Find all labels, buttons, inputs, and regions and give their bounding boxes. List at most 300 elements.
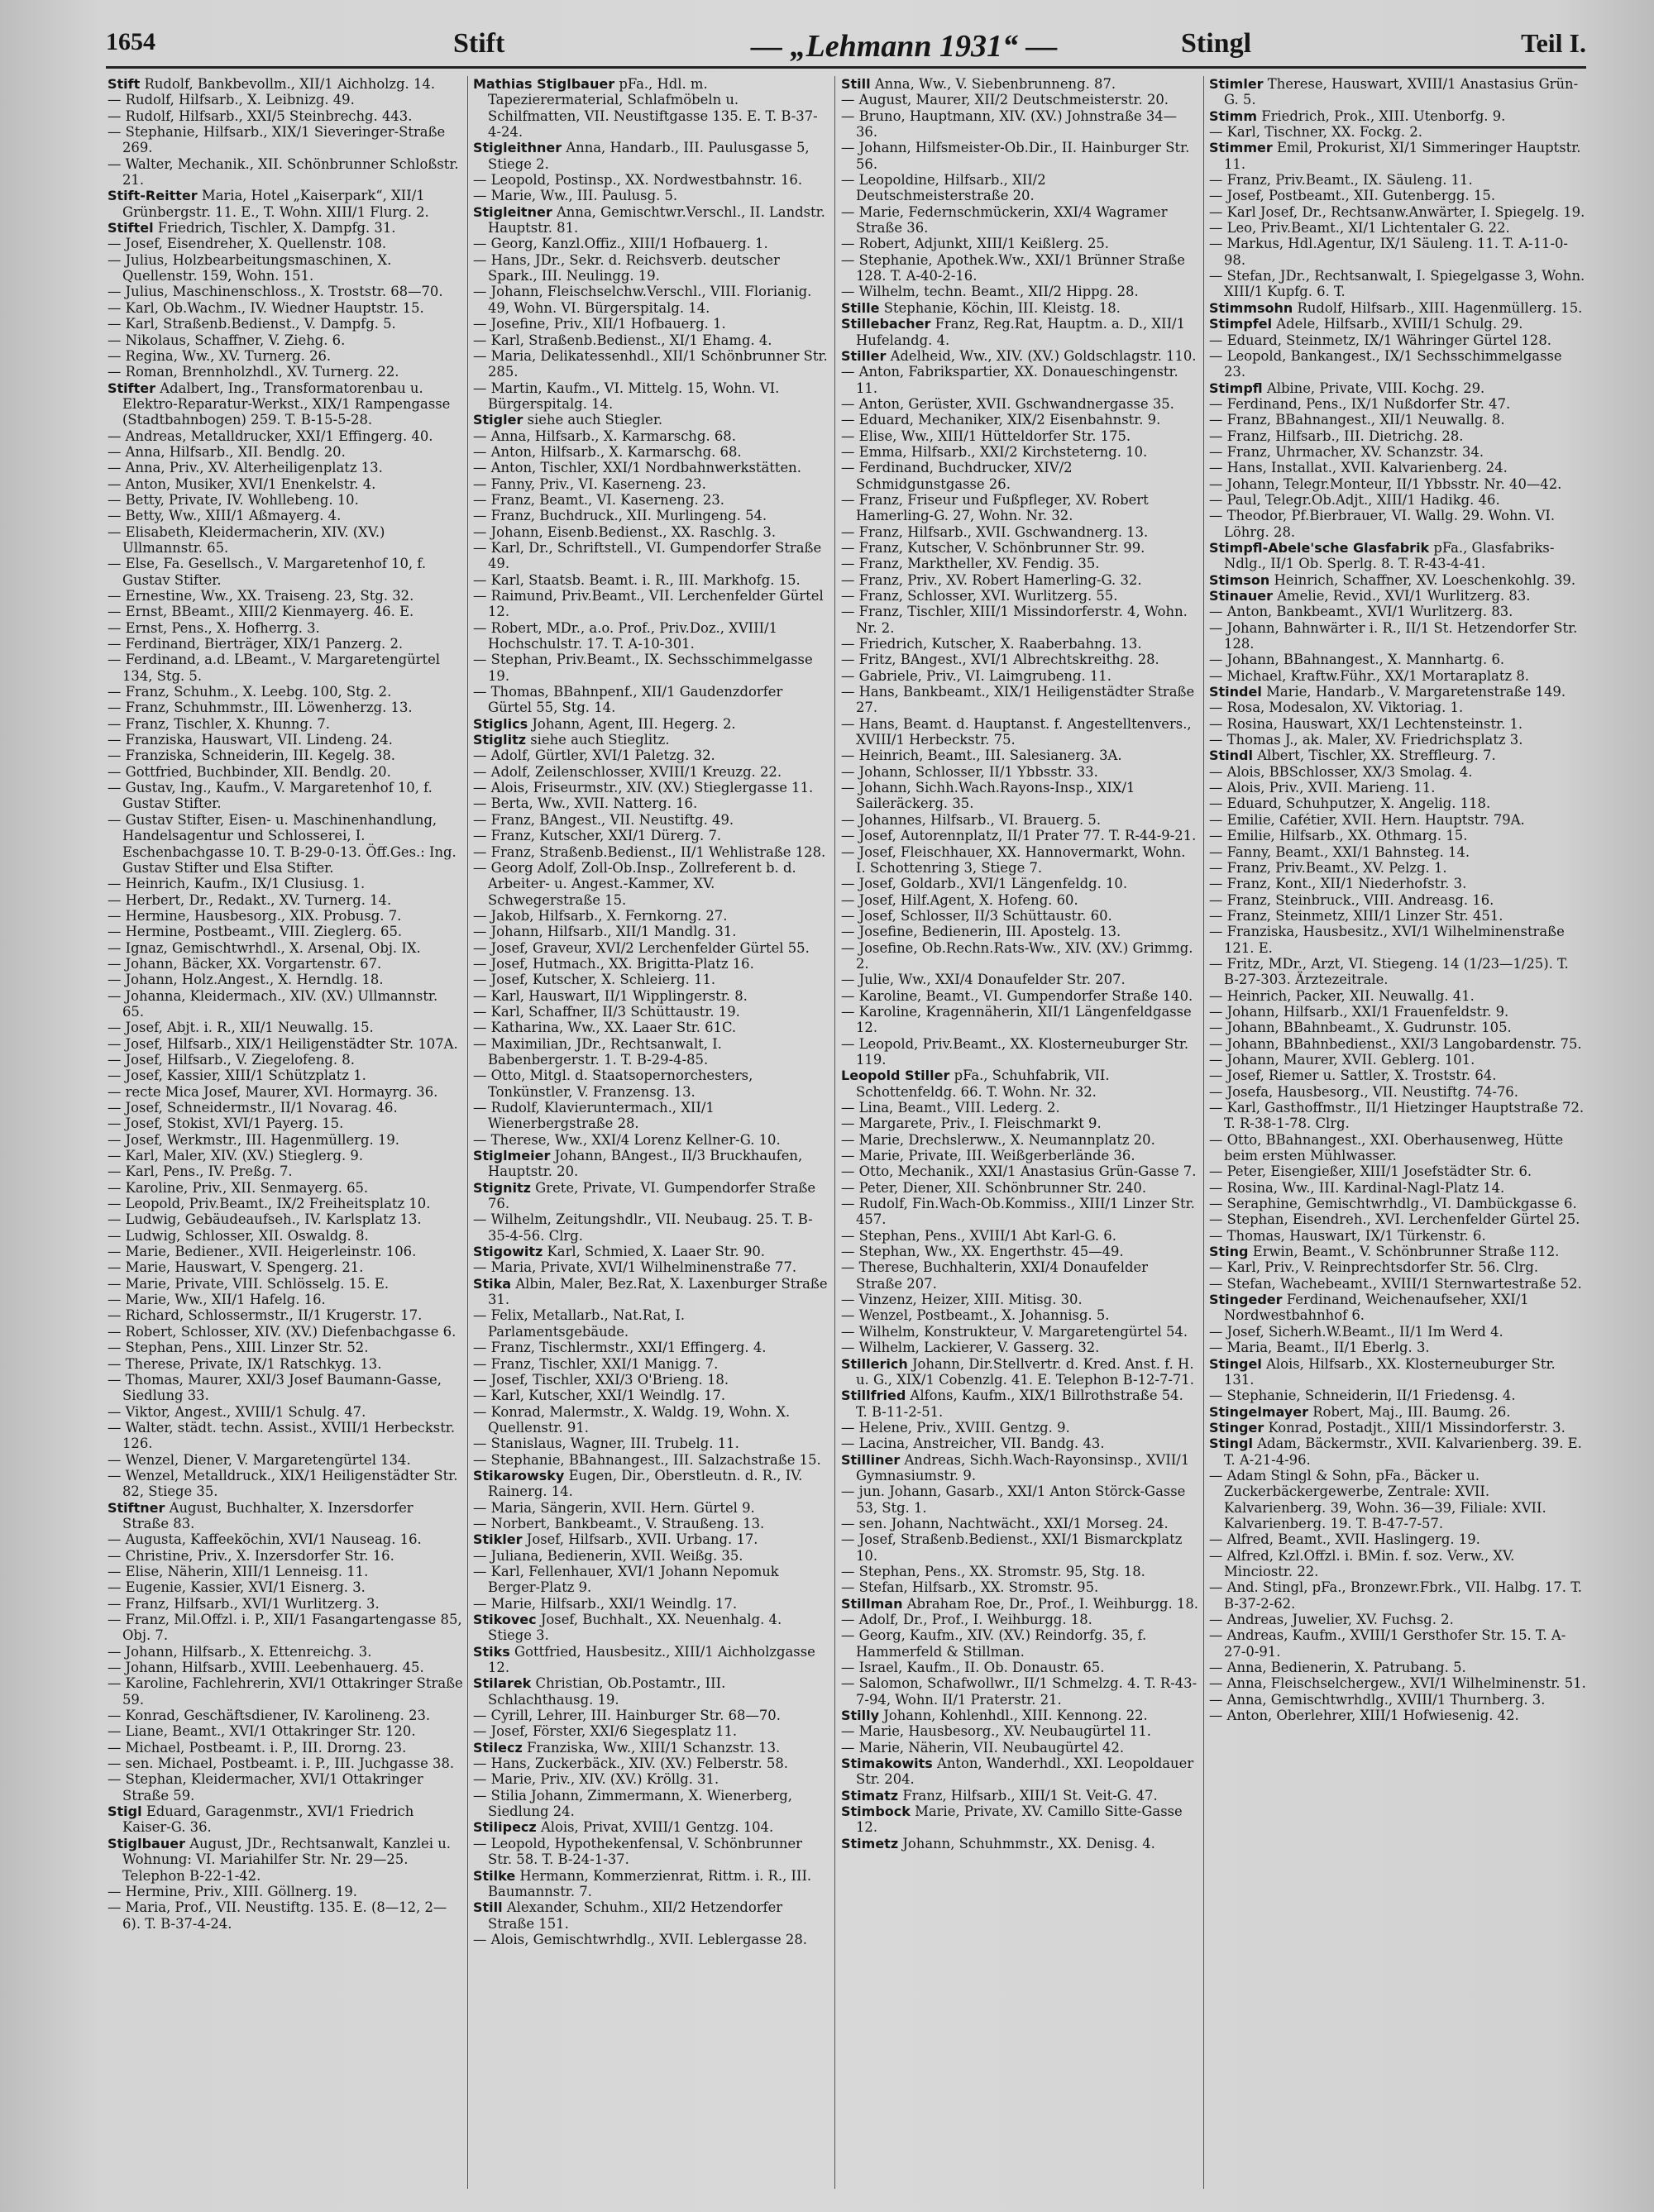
entry-details: — Johann, Fleischselchw.Verschl., VIII. Florianig. 49, Wohn. VI. Bürgerspitalg. 14. [473, 284, 812, 316]
entry-surname: Stimm [1209, 107, 1257, 124]
entry-details: — Stephanie, Hilfsarb., XIX/1 Sieveringer-Straße 269. [108, 124, 446, 156]
directory-entry [473, 1307, 829, 1340]
directory-entry [1209, 508, 1586, 540]
entry-details: — Theodor, Pf.Bierbrauer, VI. Wallg. 29. Wohn. VI. Löhrg. 28. [1209, 508, 1556, 540]
entry-details: Josef, Hilfsarb., XVII. Urbang. 17. [526, 1531, 758, 1548]
entry-details: — Josef, Fleischhauer, XX. Hannovermarkt, Wohn. I. Schottenring 3, Stiege 7. [841, 843, 1186, 876]
directory-entry [108, 508, 463, 523]
directory-entry [841, 1420, 1198, 1436]
directory-entry [841, 524, 1198, 540]
directory-entry [1209, 1468, 1586, 1531]
entry-details: — Karl, Kutscher, XXI/1 Weindlg. 17. [473, 1388, 726, 1404]
entry-details: — Alois, BBSchlosser, XX/3 Smolag. 4. [1209, 763, 1473, 780]
directory-entry [1209, 828, 1586, 843]
entry-details: — Hermine, Postbeamt., VIII. Zieglerg. 65. [108, 924, 403, 940]
directory-entry [1209, 732, 1586, 748]
column-divider [467, 76, 468, 2189]
entry-details: — Christine, Priv., X. Inzersdorfer Str. 16. [108, 1547, 394, 1564]
entry-details: — Leopold, Priv.Beamt., XX. Klosterneuburger Str. 119. [841, 1035, 1189, 1068]
entry-details: Anna, Ww., V. Siebenbrunneng. 87. [874, 76, 1116, 92]
directory-entry [1209, 1180, 1586, 1196]
entry-details: — Robert, MDr., a.o. Prof., Priv.Doz., XVIII/1 Hochschulstr. 17. T. A-10-301. [473, 619, 778, 652]
entry-details: — Konrad, Malermstr., X. Waldg. 19, Wohn. X. Quellenstr. 91. [473, 1403, 791, 1436]
entry-details: — Georg Adolf, Zoll-Ob.Insp., Zollreferent b. d. Arbeiter- u. Angest.-Kammer, XV. Schwegerstraße 15. [473, 859, 796, 908]
directory-entry [473, 1004, 829, 1020]
entry-details: — Franz, Schuhm., X. Leebg. 100, Stg. 2. [108, 684, 392, 700]
entry-details: — Anton, Gerüster, XVII. Gschwandnergasse 35. [841, 395, 1174, 412]
entry-details: — Marie, Ww., III. Paulusg. 5. [473, 188, 678, 204]
directory-entry [841, 1340, 1198, 1355]
entry-details: Josef, Buchhalt., XX. Neuenhalg. 4. Stiege 3. [488, 1612, 782, 1644]
directory-entry [841, 652, 1198, 667]
directory-entry [473, 1436, 829, 1451]
entry-details: pFa., Glasfabriks-Ndlg., II/1 Ob. Sperlg. 8. T. R-43-4-41. [1224, 539, 1555, 572]
entry-details: — Franz, Tischlermstr., XXI/1 Effingerg. 4. [473, 1340, 767, 1356]
entry-details: Adam, Bäckermstr., XVII. Kalvarienberg. 39. E. T. A-21-4-96. [1224, 1436, 1582, 1468]
entry-details: — Heinrich, Beamt., III. Salesianerg. 3A. [841, 748, 1122, 764]
directory-entry [841, 1036, 1198, 1068]
entry-details: — jun. Johann, Gasarb., XXI/1 Anton Störck-Gasse 53, Stg. 1. [841, 1483, 1186, 1516]
directory-entry [108, 348, 463, 364]
directory-entry [108, 604, 463, 619]
entry-details: — Wenzel, Diener, V. Margaretengürtel 134. [108, 1451, 411, 1468]
entry-details: — Ferdinand, Pens., IX/1 Nußdorfer Str. 47. [1209, 395, 1511, 412]
entry-details: — Eduard, Schuhputzer, X. Angelig. 118. [1209, 795, 1491, 812]
entry-details: Rudolf, Hilfsarb., XIII. Hagenmüllerg. 15. [1297, 299, 1583, 316]
directory-entry [841, 492, 1198, 524]
directory-entry [841, 1068, 1198, 1100]
directory-entry [108, 1307, 463, 1323]
entry-surname: Stift-Reitter [108, 188, 198, 204]
entry-details: — Leopold, Hypothekenfensal, V. Schönbrunner Str. 58. T. B-24-1-37. [473, 1835, 802, 1868]
directory-entry [841, 876, 1198, 891]
entry-details: — Stephan, Pens., XVIII/1 Abt Karl-G. 6. [841, 1227, 1116, 1244]
entry-details: siehe auch Stiegler. [527, 412, 663, 428]
entry-details: — Hermine, Priv., XIII. Göllnerg. 19. [108, 1883, 357, 1899]
entry-details: — Gustav, Ing., Kaufm., V. Margaretenhof 10, f. Gustav Stifter. [108, 780, 433, 812]
entry-details: Adelheid, Ww., XIV. (XV.) Goldschlagstr. 110. [890, 347, 1197, 364]
entry-details: — Lacina, Anstreicher, VII. Bandg. 43. [841, 1436, 1105, 1452]
entry-details: — Peter, Eisengießer, XIII/1 Josefstädter Str. 6. [1209, 1163, 1532, 1180]
directory-entry [841, 572, 1198, 588]
entry-surname: Stiller [841, 347, 887, 364]
entry-details: — Alfred, Kzl.Offzl. i. BMin. f. soz. Verw., XV. Minciostr. 22. [1209, 1547, 1515, 1579]
entry-details: — Anton, Bankbeamt., XVI/1 Wurlitzerg. 83. [1209, 604, 1513, 620]
entry-details: — Franz, Schlosser, XVI. Wurlitzerg. 55. [841, 588, 1118, 604]
entry-details: — Stephanie, Schneiderin, II/1 Friedensg. 4. [1209, 1388, 1516, 1404]
entry-details: — Josef, Schlosser, II/3 Schüttaustr. 60. [841, 907, 1112, 924]
entry-details: pFa., Hdl. m. Tapezierermaterial, Schlafmöbeln u. Schilfmatten, VII. Neustiftgasse 135. E. T. B-37-4-24. [488, 76, 818, 141]
entry-details: — Karoline, Beamt., VI. Gumpendorfer Straße 140. [841, 987, 1193, 1004]
entry-surname: Stimakowits [841, 1756, 933, 1772]
entry-details: — Georg, Kanzl.Offiz., XIII/1 Hofbauerg. 1. [473, 236, 768, 252]
entry-details: — Franz, Beamt., VI. Kaserneng. 23. [473, 491, 724, 508]
entry-details: — Franz, Buchdruck., XII. Murlingeng. 54. [473, 508, 767, 524]
entry-details: — Betty, Private, IV. Wohllebeng. 10. [108, 491, 359, 508]
directory-entry [108, 716, 463, 732]
entry-details: — Stephan, Ww., XX. Engerthstr. 45—49. [841, 1244, 1124, 1260]
entry-details: — Maria, Sängerin, XVII. Hern. Gürtel 9. [473, 1499, 755, 1516]
entry-details: — Elise, Ww., XIII/1 Hütteldorfer Str. 175. [841, 428, 1131, 444]
directory-entry [108, 220, 463, 236]
entry-details: August, JDr., Rechtsanwalt, Kanzlei u. Wohnung: VI. Mariahilfer Str. Nr. 29—25. Telephon B-22-1-42. [122, 1835, 451, 1884]
directory-entry [473, 1244, 829, 1259]
entry-details: — Stephanie, BBahnangest., III. Salzachstraße 15. [473, 1451, 821, 1468]
entry-surname: Stiglmeier [473, 1148, 551, 1164]
directory-entry [841, 236, 1198, 251]
directory-entry [1209, 1579, 1586, 1612]
directory-entry [1209, 1276, 1586, 1292]
directory-entry [1209, 620, 1586, 652]
entry-surname: Stilipecz [473, 1819, 537, 1836]
entry-details: — Berta, Ww., XVII. Natterg. 16. [473, 795, 698, 812]
entry-details: Friedrich, Tischler, X. Dampfg. 31. [157, 220, 396, 236]
directory-entry [473, 236, 829, 251]
directory-entry [473, 780, 829, 795]
entry-details: — Franz, Marktheller, XV. Fendig. 35. [841, 556, 1100, 572]
directory-entry [473, 348, 829, 380]
entry-details: — Anna, Hilfsarb., XII. Bendlg. 20. [108, 443, 346, 460]
directory-entry [108, 1228, 463, 1244]
entry-details: — Karl, Pens., IV. Preßg. 7. [108, 1163, 293, 1180]
entry-details: — Josef, Goldarb., XVI/1 Längenfeldg. 10. [841, 876, 1128, 892]
entry-details: — Josef, Postbeamt., XII. Gutenbergg. 15. [1209, 188, 1496, 204]
directory-entry [473, 1819, 829, 1835]
entry-details: — Franz, Hilfsarb., XVI/1 Wurlitzerg. 3. [108, 1595, 380, 1612]
entry-details: — Adolf, Zeilenschlosser, XVIII/1 Kreuzg. 22. [473, 763, 782, 780]
directory-entry [841, 1516, 1198, 1531]
entry-details: — Lina, Beamt., VIII. Lederg. 2. [841, 1100, 1060, 1116]
directory-entry [1209, 1708, 1586, 1723]
entry-surname: Stinger [1209, 1419, 1264, 1436]
entry-details: — Franziska, Hauswart, VII. Lindeng. 24. [108, 732, 393, 748]
directory-entry [1209, 1228, 1586, 1244]
directory-entry [841, 1579, 1198, 1595]
entry-details: — Raimund, Priv.Beamt., VII. Lerchenfelder Gürtel 12. [473, 588, 824, 620]
directory-entry [1209, 540, 1586, 572]
directory-entry [1209, 988, 1586, 1004]
entry-details: — Karl, Maler, XIV. (XV.) Stieglerg. 9. [108, 1148, 364, 1164]
directory-entry [108, 1804, 463, 1836]
directory-entry [1209, 844, 1586, 860]
entry-details: — Anton, Musiker, XVI/1 Enenkelstr. 4. [108, 475, 376, 492]
directory-entry [841, 892, 1198, 908]
directory-entry [473, 908, 829, 924]
entry-surname: Stigowitz [473, 1244, 543, 1260]
directory-entry [1209, 1084, 1586, 1100]
entry-surname: Mathias Stiglbauer [473, 76, 615, 92]
entry-details: — Franz, Steinbruck., VIII. Andreasg. 16. [1209, 891, 1494, 908]
entry-details: — Wilhelm, Lackierer, V. Gasserg. 32. [841, 1340, 1100, 1356]
entry-details: — Otto, BBahnangest., XXI. Oberhausenweg, Hütte beim ersten Mühlwasser. [1209, 1131, 1564, 1164]
entry-details: — Josef, Förster, XXI/6 Siegesplatz 11. [473, 1723, 738, 1740]
directory-entry [1209, 924, 1586, 956]
entry-details: — Josef, Kassier, XIII/1 Schützplatz 1. [108, 1068, 366, 1084]
entry-details: — Josef, Hilfsarb., XIX/1 Heiligenstädter Str. 107A. [108, 1035, 458, 1052]
entry-surname: Stilliner [841, 1451, 901, 1468]
entry-details: — Fanny, Priv., VI. Kaserneng. 23. [473, 475, 706, 492]
directory-entry [473, 1276, 829, 1308]
entry-details: Johann, Dir.Stellvertr. d. Kred. Anst. f. H. u. G., XIX/1 Cobenzlg. 41. E. Telephon B-12-7-71. [856, 1355, 1194, 1388]
entry-details: — Franz, Schuhmmstr., III. Löwenherzg. 13. [108, 700, 413, 716]
entry-details: Alexander, Schuhm., XII/2 Hetzendorfer Straße 151. [488, 1899, 783, 1932]
entry-details: — Stephan, Priv.Beamt., IX. Sechsschimmelgasse 19. [473, 652, 813, 684]
entry-details: — Franz, Mil.Offzl. i. P., XII/1 Fasangartengasse 85, Obj. 7. [108, 1612, 462, 1644]
directory-entry [108, 1084, 463, 1100]
entry-details: Konrad, Postadjt., XIII/1 Missindorferstr. 3. [1268, 1419, 1566, 1436]
entry-details: — August, Maurer, XII/2 Deutschmeisterstr. 20. [841, 92, 1169, 108]
entry-details: Heinrich, Schaffner, XV. Loeschenkohlg. 39. [1274, 571, 1576, 588]
entry-details: — Stephan, Pens., XX. Stromstr. 95, Stg. 18. [841, 1563, 1145, 1579]
directory-entry [473, 1452, 829, 1468]
directory-entry [108, 1884, 463, 1899]
directory-entry [841, 460, 1198, 492]
entry-details: Stephanie, Köchin, III. Kleistg. 18. [883, 299, 1121, 316]
entry-surname: Stikler [473, 1531, 523, 1548]
entry-details: — Eugenie, Kassier, XVI/1 Eisnerg. 3. [108, 1579, 366, 1596]
directory-entry [473, 188, 829, 203]
entry-surname: Stimmer [1209, 140, 1273, 156]
directory-entry [1209, 780, 1586, 795]
directory-entry [1209, 604, 1586, 619]
entry-surname: Stiglitz [473, 732, 527, 748]
entry-surname: Stikarowsky [473, 1467, 565, 1483]
entry-details: — Emma, Hilfsarb., XXI/2 Kirchsteterng. 10. [841, 443, 1148, 460]
directory-entry [1209, 1163, 1586, 1179]
directory-entry [108, 1020, 463, 1035]
entry-surname: Stilke [473, 1867, 516, 1884]
directory-entry [473, 652, 829, 684]
directory-entry [841, 1596, 1198, 1612]
entry-details: — Marie, Ww., XII/1 Hafelg. 16. [108, 1292, 326, 1308]
entry-details: — Marie, Private, III. Weißgerberlände 36. [841, 1148, 1135, 1164]
directory-entry [1209, 892, 1586, 908]
entry-details: — Wilhelm, Zeitungshdlr., VII. Neubaug. 25. T. B-35-4-56. Clrg. [473, 1211, 813, 1244]
entry-surname: Stillerich [841, 1355, 908, 1372]
entry-details: Marie, Private, XV. Camillo Sitte-Gasse 12. [856, 1804, 1183, 1836]
entry-details: Franz, Hilfsarb., XIII/1 St. Veit-G. 47. [902, 1787, 1158, 1804]
directory-entry [1209, 684, 1586, 700]
entry-details: — Josef, Tischler, XXI/3 O'Brieng. 18. [473, 1371, 729, 1388]
entry-details: Karl, Schmied, X. Laaer Str. 90. [547, 1244, 766, 1260]
entry-surname: Stika [473, 1275, 512, 1292]
directory-entry [108, 1452, 463, 1468]
entry-details: — Karl, Straßenb.Bedienst., XI/1 Ehamg. 4. [473, 332, 772, 348]
directory-entry [473, 1340, 829, 1355]
directory-entry [473, 588, 829, 620]
entry-details: — Rosina, Hauswart, XX/1 Lechtensteinstr. 1. [1209, 715, 1523, 732]
directory-entry [473, 508, 829, 523]
directory-entry [108, 1548, 463, 1564]
entry-details: — Johann, Maurer, XVII. Geblerg. 101. [1209, 1051, 1475, 1068]
directory-entry [108, 476, 463, 492]
directory-entry [1209, 1388, 1586, 1403]
entry-details: — Karoline, Fachlehrerin, XVI/1 Ottakringer Straße 59. [108, 1675, 463, 1708]
entry-details: — Walter, Mechanik., XII. Schönbrunner Schloßstr. 21. [108, 155, 459, 189]
directory-entry [841, 780, 1198, 812]
entry-details: Maria, Hotel „Kaiserpark“, XII/1 Grünbergstr. 11. E., T. Wohn. XIII/1 Flurg. 2. [122, 188, 429, 220]
directory-entry [1209, 700, 1586, 715]
directory-entry [473, 828, 829, 843]
entry-details: — Johann, Hilfsarb., XVIII. Leebenhauerg. 45. [108, 1660, 424, 1676]
entry-details: — Marie, Private, VIII. Schlösselg. 15. E. [108, 1275, 390, 1292]
column-2 [473, 76, 829, 2201]
entry-details: — Marie, Hauswart, V. Spengerg. 21. [108, 1259, 364, 1276]
directory-entry [108, 892, 463, 908]
entry-details: — Wilhelm, techn. Beamt., XII/2 Hippg. 28. [841, 284, 1139, 300]
directory-entry [1209, 476, 1586, 492]
entry-details: — Heinrich, Kaufm., IX/1 Clusiusg. 1. [108, 876, 366, 892]
directory-entry [473, 524, 829, 540]
directory-entry [473, 1020, 829, 1035]
directory-entry [1209, 1036, 1586, 1052]
entry-details: — Franz, Tischler, XIII/1 Missindorferstr. 4, Wohn. Nr. 2. [841, 604, 1188, 636]
directory-entry [841, 556, 1198, 571]
entry-surname: Stilecz [473, 1739, 523, 1756]
column-4 [1209, 76, 1586, 2201]
directory-entry [841, 588, 1198, 604]
directory-entry [1209, 1675, 1586, 1691]
directory-entry [473, 460, 829, 475]
directory-entry [108, 1420, 463, 1452]
entry-details: — Josef, Autorennplatz, II/1 Prater 77. T. R-44-9-21. [841, 828, 1197, 844]
entry-details: Anna, Handarb., III. Paulusgasse 5, Stiege 2. [488, 140, 810, 172]
entry-details: — Franz, Friseur und Fußpfleger, XV. Robert Hamerling-G. 27, Wohn. Nr. 32. [841, 491, 1149, 524]
entry-details: Amelie, Revid., XVI/1 Wurlitzerg. 83. [1277, 588, 1531, 604]
directory-entry [108, 780, 463, 812]
entry-surname: Stigler [473, 412, 523, 428]
entry-details: Abraham Roe, Dr., Prof., I. Weihburgg. 18. [906, 1595, 1198, 1612]
directory-entry [108, 764, 463, 780]
directory-entry [1209, 588, 1586, 604]
directory-entry [841, 1132, 1198, 1148]
entry-details: — Alois, Gemischtwrhdlg., XVII. Leblergasse 28. [473, 1931, 808, 1947]
entry-details: — Josef, Hutmach., XX. Brigitta-Platz 16. [473, 955, 754, 972]
directory-entry [473, 924, 829, 939]
directory-entry [473, 172, 829, 188]
entry-details: — Johann, Hilfsarb., XXI/1 Frauenfeldstr. 9. [1209, 1003, 1509, 1020]
directory-entry [1209, 412, 1586, 428]
directory-entry [473, 764, 829, 780]
directory-entry [1209, 668, 1586, 684]
entry-details: — Johann, Schlosser, II/1 Ybbsstr. 33. [841, 763, 1098, 780]
entry-details: — Friedrich, Kutscher, X. Raaberbahng. 13. [841, 636, 1142, 652]
directory-entry [473, 1356, 829, 1372]
entry-details: — And. Stingl, pFa., Bronzewr.Fbrk., VII. Halbg. 17. T. B-37-2-62. [1209, 1579, 1582, 1612]
entry-details: — Karl, Hauswart, II/1 Wipplingerstr. 8. [473, 987, 748, 1004]
directory-entry [473, 1388, 829, 1403]
directory-entry [841, 284, 1198, 299]
entry-details: — Maria, Delikatessenhdl., XII/1 Schönbrunner Str. 285. [473, 347, 828, 380]
entry-details: — Otto, Mechanik., XXI/1 Anastasius Grün-Gasse 7. [841, 1163, 1197, 1180]
entry-details: — Fritz, MDr., Arzt, VI. Stiegeng. 14 (1/23—1/25). T. B-27-303. Ärztezeitrale. [1209, 955, 1569, 988]
entry-details: — Rudolf, Hilfsarb., XXI/5 Steinbrechg. 443. [108, 107, 413, 124]
entry-details: — Jakob, Hilfsarb., X. Fernkorng. 27. [473, 907, 728, 924]
entry-details: — Marie, Drechslerww., X. Neumannplatz 20. [841, 1131, 1155, 1148]
entry-details: — Adolf, Dr., Prof., I. Weihburgg. 18. [841, 1612, 1092, 1627]
entry-details: — Stephan, Eisendreh., XVI. Lerchenfelder Gürtel 25. [1209, 1211, 1580, 1228]
directory-entry [473, 380, 829, 413]
entry-details: Anton, Wanderhdl., XXI. Leopoldauer Str. 204. [856, 1756, 1194, 1788]
directory-entry [108, 812, 463, 876]
entry-details: — Karl, Dr., Schriftstell., VI. Gumpendorfer Straße 49. [473, 539, 822, 572]
entry-details: — Rudolf, Klavieruntermach., XII/1 Wienerbergstraße 28. [473, 1100, 715, 1132]
directory-entry [841, 668, 1198, 684]
directory-entry [473, 1404, 829, 1436]
entry-details: — Anton, Oberlehrer, XIII/1 Hofwiesenig. 42. [1209, 1708, 1519, 1724]
directory-entry [473, 76, 829, 140]
entry-details: — Bruno, Hauptmann, XIV. (XV.) Johnstraße 34—36. [841, 107, 1178, 141]
directory-entry [473, 795, 829, 811]
entry-surname: Stillman [841, 1595, 903, 1612]
directory-entry [473, 1612, 829, 1644]
entry-surname: Stift [108, 76, 141, 92]
directory-entry [841, 1627, 1198, 1660]
directory-entry [108, 940, 463, 956]
entry-details: — Stefan, Wachebeamt., XVIII/1 Sternwartestraße 52. [1209, 1275, 1582, 1292]
entry-surname: Stillebacher [841, 316, 931, 332]
entry-details: — Maria, Private, XVI/1 Wilhelminenstraße 77. [473, 1259, 797, 1276]
directory-entry [1209, 876, 1586, 891]
entry-details: Grete, Private, VI. Gumpendorfer Straße 76. [488, 1179, 816, 1212]
directory-entry [1209, 1004, 1586, 1020]
entry-details: Johann, Schuhmmstr., XX. Denisg. 4. [902, 1835, 1155, 1851]
directory-entry [108, 1756, 463, 1771]
column-3 [841, 76, 1198, 2201]
directory-entry [841, 1100, 1198, 1116]
directory-entry [473, 540, 829, 572]
directory-entry [473, 972, 829, 987]
directory-entry [841, 1788, 1198, 1804]
directory-entry [1209, 1132, 1586, 1164]
entry-details: — Johannes, Hilfsarb., VI. Brauerg. 5. [841, 811, 1102, 828]
entry-details: — Maximilian, JDr., Rechtsanwalt, I. Babenbergerstr. 1. T. B-29-4-85. [473, 1035, 722, 1068]
directory-entry [841, 92, 1198, 107]
entry-details: — Betty, Ww., XIII/1 Aßmayerg. 4. [108, 508, 342, 524]
directory-entry [841, 1292, 1198, 1307]
entry-details: — Eduard, Steinmetz, IX/1 Währinger Gürtel 128. [1209, 332, 1551, 348]
entry-details: — Josef, Werkmstr., III. Hagenmüllerg. 19. [108, 1131, 399, 1148]
entry-details: — Fritz, BAngest., XVI/1 Albrechtskreithg. 28. [841, 652, 1159, 668]
entry-details: — Franz, Tischler, X. Khunng. 7. [108, 715, 331, 732]
directory-entry [473, 1500, 829, 1516]
directory-entry [473, 1771, 829, 1787]
directory-entry [108, 1196, 463, 1211]
entry-details: — Liane, Beamt., XVI/1 Ottakringer Str. 120. [108, 1723, 416, 1740]
entry-details: — Franziska, Schneiderin, III. Kegelg. 38. [108, 748, 396, 764]
entry-details: — Anton, Hilfsarb., X. Karmarschg. 68. [473, 443, 742, 460]
entry-details: — Johann, Hilfsarb., X. Ettenreichg. 3. [108, 1643, 372, 1660]
entry-details: — Marie, Hausbesorg., XV. Neubaugürtel 11. [841, 1723, 1151, 1740]
entry-details: Albert, Tischler, XX. Streffleurg. 7. [1257, 748, 1496, 764]
entry-details: — Franziska, Hausbesitz., XVI/1 Wilhelminenstraße 121. E. [1209, 924, 1565, 956]
directory-entry [473, 1756, 829, 1771]
directory-entry [841, 1723, 1198, 1739]
entry-surname: Sting [1209, 1244, 1249, 1260]
entry-details: — Hans, Installat., XVII. Kalvarienberg. 24. [1209, 460, 1508, 476]
directory-entry [473, 1132, 829, 1148]
entry-details: — Johann, Bahnwärter i. R., II/1 St. Hetzendorfer Str. 128. [1209, 619, 1578, 652]
entry-details: — sen. Johann, Nachtwächt., XXI/1 Morseg. 24. [841, 1515, 1169, 1531]
entry-details: — Johann, BBahnbeamt., X. Gudrunstr. 105. [1209, 1020, 1512, 1036]
directory-entry [841, 1228, 1198, 1244]
directory-entry [841, 1388, 1198, 1420]
directory-entry [473, 1516, 829, 1531]
directory-entry [841, 172, 1198, 204]
entry-surname: Stimatz [841, 1787, 899, 1804]
directory-entry [841, 1116, 1198, 1131]
directory-entry [841, 316, 1198, 348]
